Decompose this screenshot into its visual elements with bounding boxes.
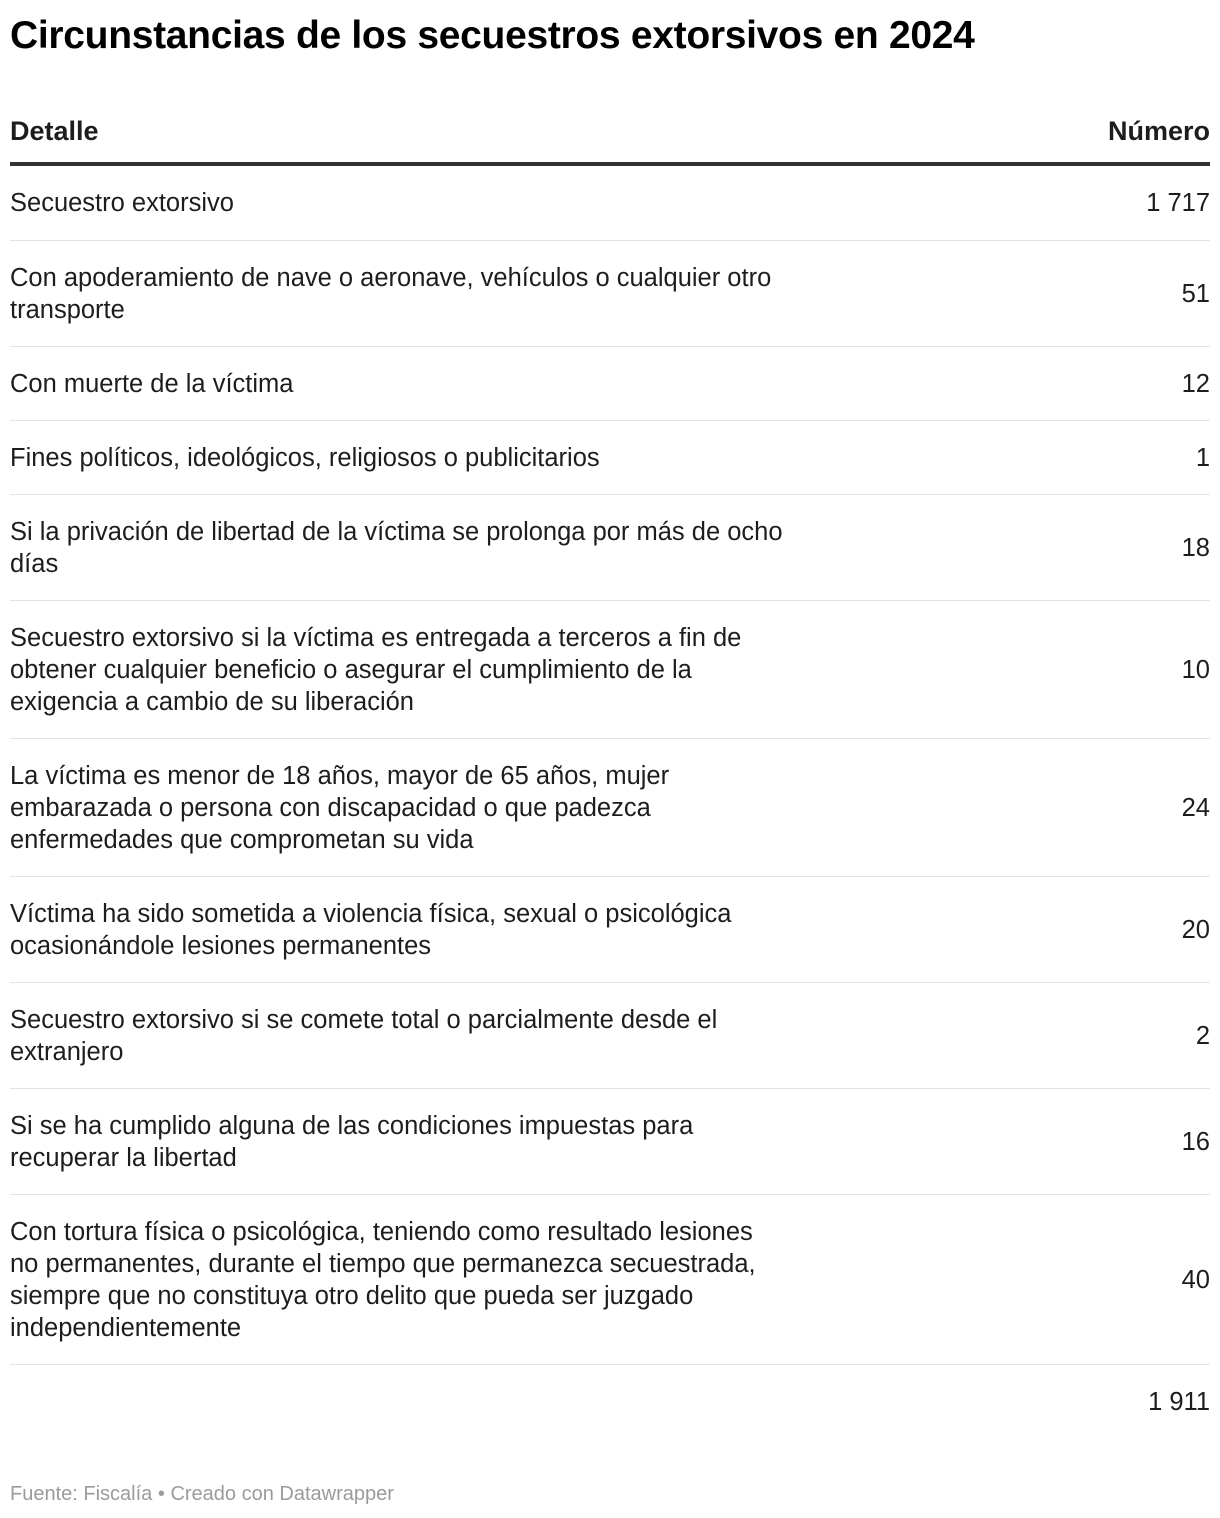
credit-link[interactable]: Creado con Datawrapper [170, 1483, 394, 1505]
row-number: 51 [1181, 279, 1210, 308]
header-number[interactable]: Número [1107, 116, 1210, 146]
total-value: 1 911 [1148, 1388, 1210, 1416]
row-detail: Fines políticos, ideológicos, religiosos o publicitarios [10, 443, 600, 472]
table-row [10, 739, 1210, 877]
table-row [10, 241, 1210, 347]
row-number: 24 [1181, 793, 1210, 822]
data-table [10, 108, 1210, 1439]
footer [10, 1481, 394, 1507]
table-row [10, 421, 1210, 495]
table-header [10, 108, 1210, 166]
table-row [10, 1089, 1210, 1195]
row-detail: Víctima ha sido sometida a violencia física, sexual o psicológica ocasionándole lesiones permanentes [10, 899, 732, 960]
page-title: Circunstancias de los secuestros extorsivos en 2024 [10, 14, 975, 57]
row-detail: Con muerte de la víctima [10, 369, 294, 398]
row-number: 20 [1181, 915, 1210, 944]
chart-container [10, 0, 1210, 1416]
row-number: 40 [1181, 1265, 1210, 1294]
header-detail[interactable]: Detalle [10, 116, 99, 146]
row-number: 1 [1195, 443, 1210, 472]
row-number: 1 717 [1146, 189, 1210, 217]
table-row [10, 983, 1210, 1089]
row-detail: La víctima es menor de 18 años, mayor de 65 años, mujer embarazada o persona con discapacidad o que padezca enfermedades que comprometan su vida [10, 761, 670, 854]
footer-separator: • [157, 1483, 165, 1505]
table-row [10, 495, 1210, 601]
row-number: 10 [1181, 655, 1210, 684]
table-row [10, 166, 1210, 241]
table-row [10, 877, 1210, 983]
source-label: Fuente: Fiscalía [10, 1483, 153, 1505]
total-row [10, 1365, 1210, 1439]
row-detail: Con apoderamiento de nave o aeronave, vehículos o cualquier otro transporte [10, 263, 772, 324]
row-number: 18 [1181, 533, 1210, 562]
row-number: 12 [1181, 369, 1210, 398]
row-detail: Si se ha cumplido alguna de las condiciones impuestas para recuperar la libertad [10, 1111, 694, 1172]
row-detail: Secuestro extorsivo si se comete total o parcialmente desde el extranjero [10, 1005, 718, 1066]
row-number: 2 [1195, 1021, 1210, 1050]
table-row [10, 347, 1210, 421]
row-number: 16 [1181, 1127, 1210, 1156]
row-detail: Secuestro extorsivo si la víctima es entregada a terceros a fin de obtener cualquier beneficio o asegurar el cumplimiento de la exigencia a cambio de su liberación [10, 623, 742, 716]
row-detail: Si la privación de libertad de la víctima se prolonga por más de ocho días [10, 517, 783, 578]
table-row [10, 1195, 1210, 1365]
row-detail: Secuestro extorsivo [10, 189, 234, 217]
table-row [10, 601, 1210, 739]
row-detail: Con tortura física o psicológica, teniendo como resultado lesiones no permanentes, durante el tiempo que permanezca secuestrada, siempre que no constituya otro delito que pueda ser juzgado independientemente [10, 1217, 756, 1342]
